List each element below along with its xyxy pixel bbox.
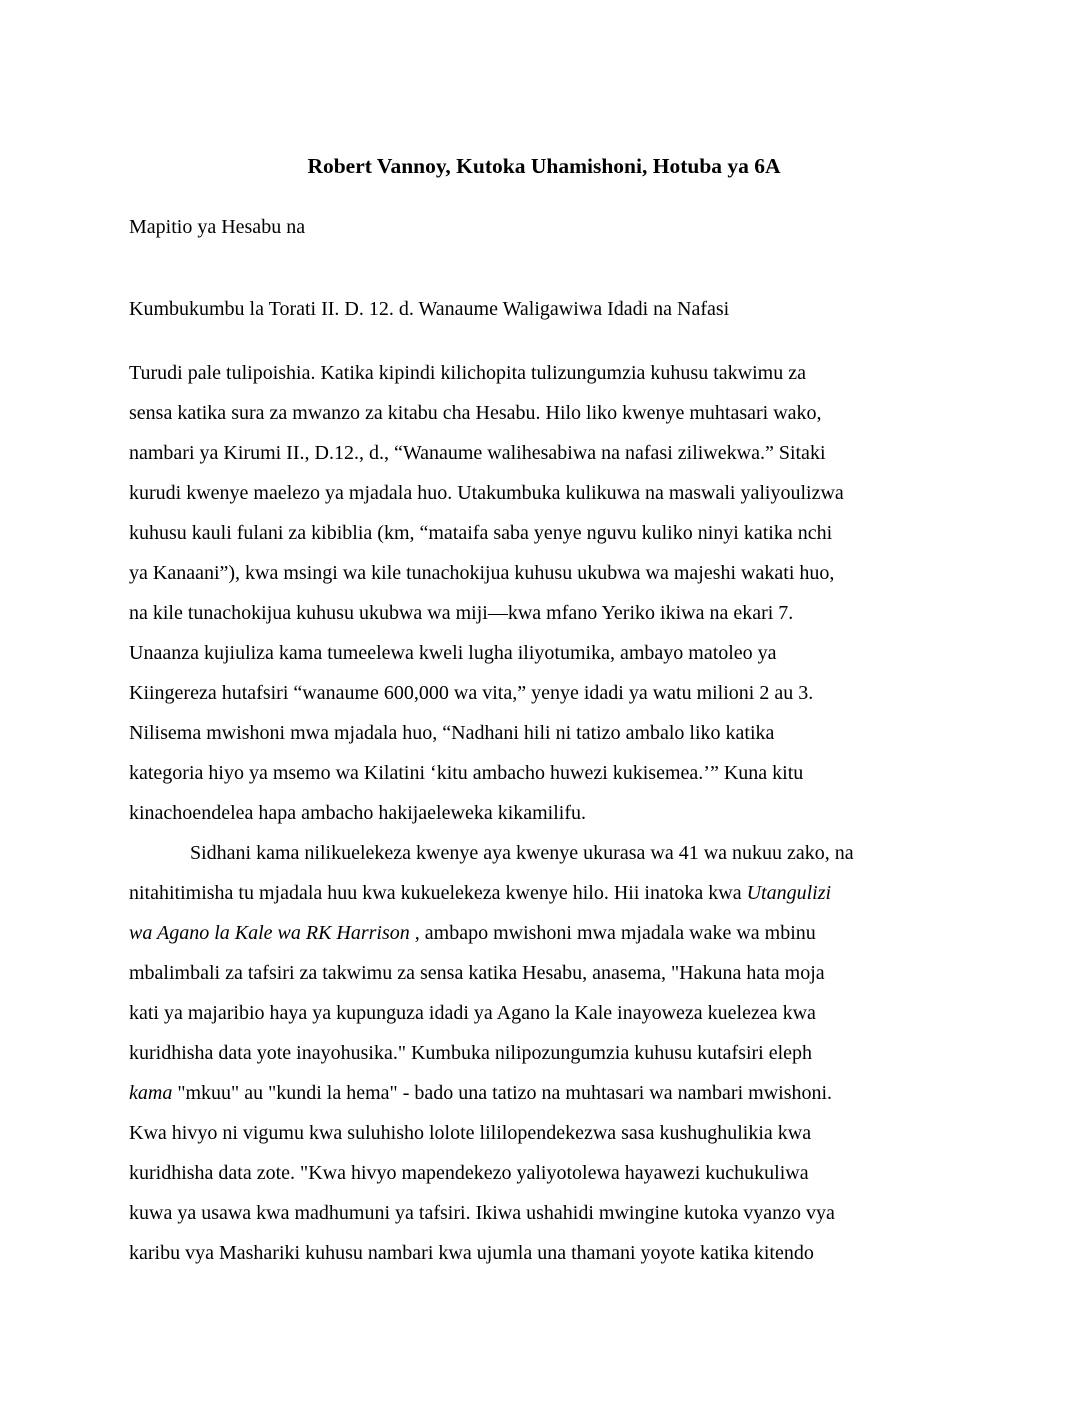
- line-text: nitahitimisha tu mjadala huu kwa kukuelekeza kwenye hilo. Hii inatoka kwa: [129, 882, 747, 904]
- paragraph-line: ya Kanaani”), kwa msingi wa kile tunachokijua kuhusu ukubwa wa majeshi wakati huo,: [129, 562, 835, 584]
- paragraph-line: kurudi kwenye maelezo ya mjadala huo. Utakumbuka kulikuwa na maswali yaliyoulizwa: [129, 482, 844, 504]
- section-heading: Kumbukumbu la Torati II. D. 12. d. Wanaume Waligawiwa Idadi na Nafasi: [129, 298, 730, 320]
- document-title: Robert Vannoy, Kutoka Uhamishoni, Hotuba ya 6A: [307, 154, 781, 178]
- paragraph-line: kategoria hiyo ya msemo wa Kilatini ‘kitu ambacho huwezi kukisemea.’” Kuna kitu: [129, 762, 804, 784]
- paragraph-line: kuwa ya usawa kwa madhumuni ya tafsiri. Ikiwa ushahidi mwingine kutoka vyanzo vya: [129, 1202, 835, 1224]
- paragraph-1: [129, 353, 969, 833]
- paragraph-line: kinachoendelea hapa ambacho hakijaeleweka kikamilifu.: [129, 802, 587, 824]
- paragraph-line: Unaanza kujiuliza kama tumeelewa kweli lugha iliyotumika, ambayo matoleo ya: [129, 642, 777, 664]
- paragraph-line: Sidhani kama nilikuelekeza kwenye aya kwenye ukurasa wa 41 wa nukuu zako, na: [190, 842, 854, 864]
- document-subtitle: Mapitio ya Hesabu na: [129, 216, 306, 238]
- paragraph-line: karibu vya Mashariki kuhusu nambari kwa ujumla una thamani yoyote katika kitendo: [129, 1242, 814, 1264]
- line-text: , ambapo mwishoni mwa mjadala wake wa mbinu: [409, 922, 816, 944]
- paragraph-line: Kiingereza hutafsiri “wanaume 600,000 wa vita,” yenye idadi ya watu milioni 2 au 3.: [129, 682, 814, 704]
- paragraph-2: [129, 833, 969, 1273]
- paragraph-line: mbalimbali za tafsiri za takwimu za sensa katika Hesabu, anasema, "Hakuna hata moja: [129, 962, 825, 984]
- line-text: "mkuu" au "kundi la hema" - bado una tatizo na muhtasari wa nambari mwishoni.: [172, 1082, 833, 1104]
- paragraph-line: kuridhisha data zote. "Kwa hivyo mapendekezo yaliyotolewa hayawezi kuchukuliwa: [129, 1162, 809, 1184]
- paragraph-line: [129, 1073, 969, 1113]
- word-italic: kama: [129, 1082, 173, 1104]
- paragraph-line: Turudi pale tulipoishia. Katika kipindi kilichopita tulizungumzia kuhusu takwimu za: [129, 362, 806, 384]
- body-text: [129, 353, 969, 1273]
- paragraph-line: sensa katika sura za mwanzo za kitabu cha Hesabu. Hilo liko kwenye muhtasari wako,: [129, 402, 822, 424]
- book-title-italic: Utangulizi: [746, 882, 832, 904]
- paragraph-line: kati ya majaribio haya ya kupunguza idadi ya Agano la Kale inayoweza kuelezea kwa: [129, 1002, 816, 1024]
- paragraph-line: [129, 913, 969, 953]
- paragraph-line: kuhusu kauli fulani za kibiblia (km, “mataifa saba yenye nguvu kuliko ninyi katika nchi: [129, 522, 833, 544]
- book-title-italic: wa Agano la Kale wa RK Harrison: [129, 922, 410, 944]
- paragraph-line: Nilisema mwishoni mwa mjadala huo, “Nadhani hili ni tatizo ambalo liko katika: [129, 722, 775, 744]
- paragraph-line: nambari ya Kirumi II., D.12., d., “Wanaume walihesabiwa na nafasi ziliwekwa.” Sitaki: [129, 442, 826, 464]
- paragraph-line: kuridhisha data yote inayohusika." Kumbuka nilipozungumzia kuhusu kutafsiri eleph: [129, 1042, 813, 1064]
- paragraph-line: Kwa hivyo ni vigumu kwa suluhisho lolote lililopendekezwa sasa kushughulikia kwa: [129, 1122, 812, 1144]
- paragraph-line: [129, 873, 969, 913]
- paragraph-line: na kile tunachokijua kuhusu ukubwa wa miji—kwa mfano Yeriko ikiwa na ekari 7.: [129, 602, 794, 624]
